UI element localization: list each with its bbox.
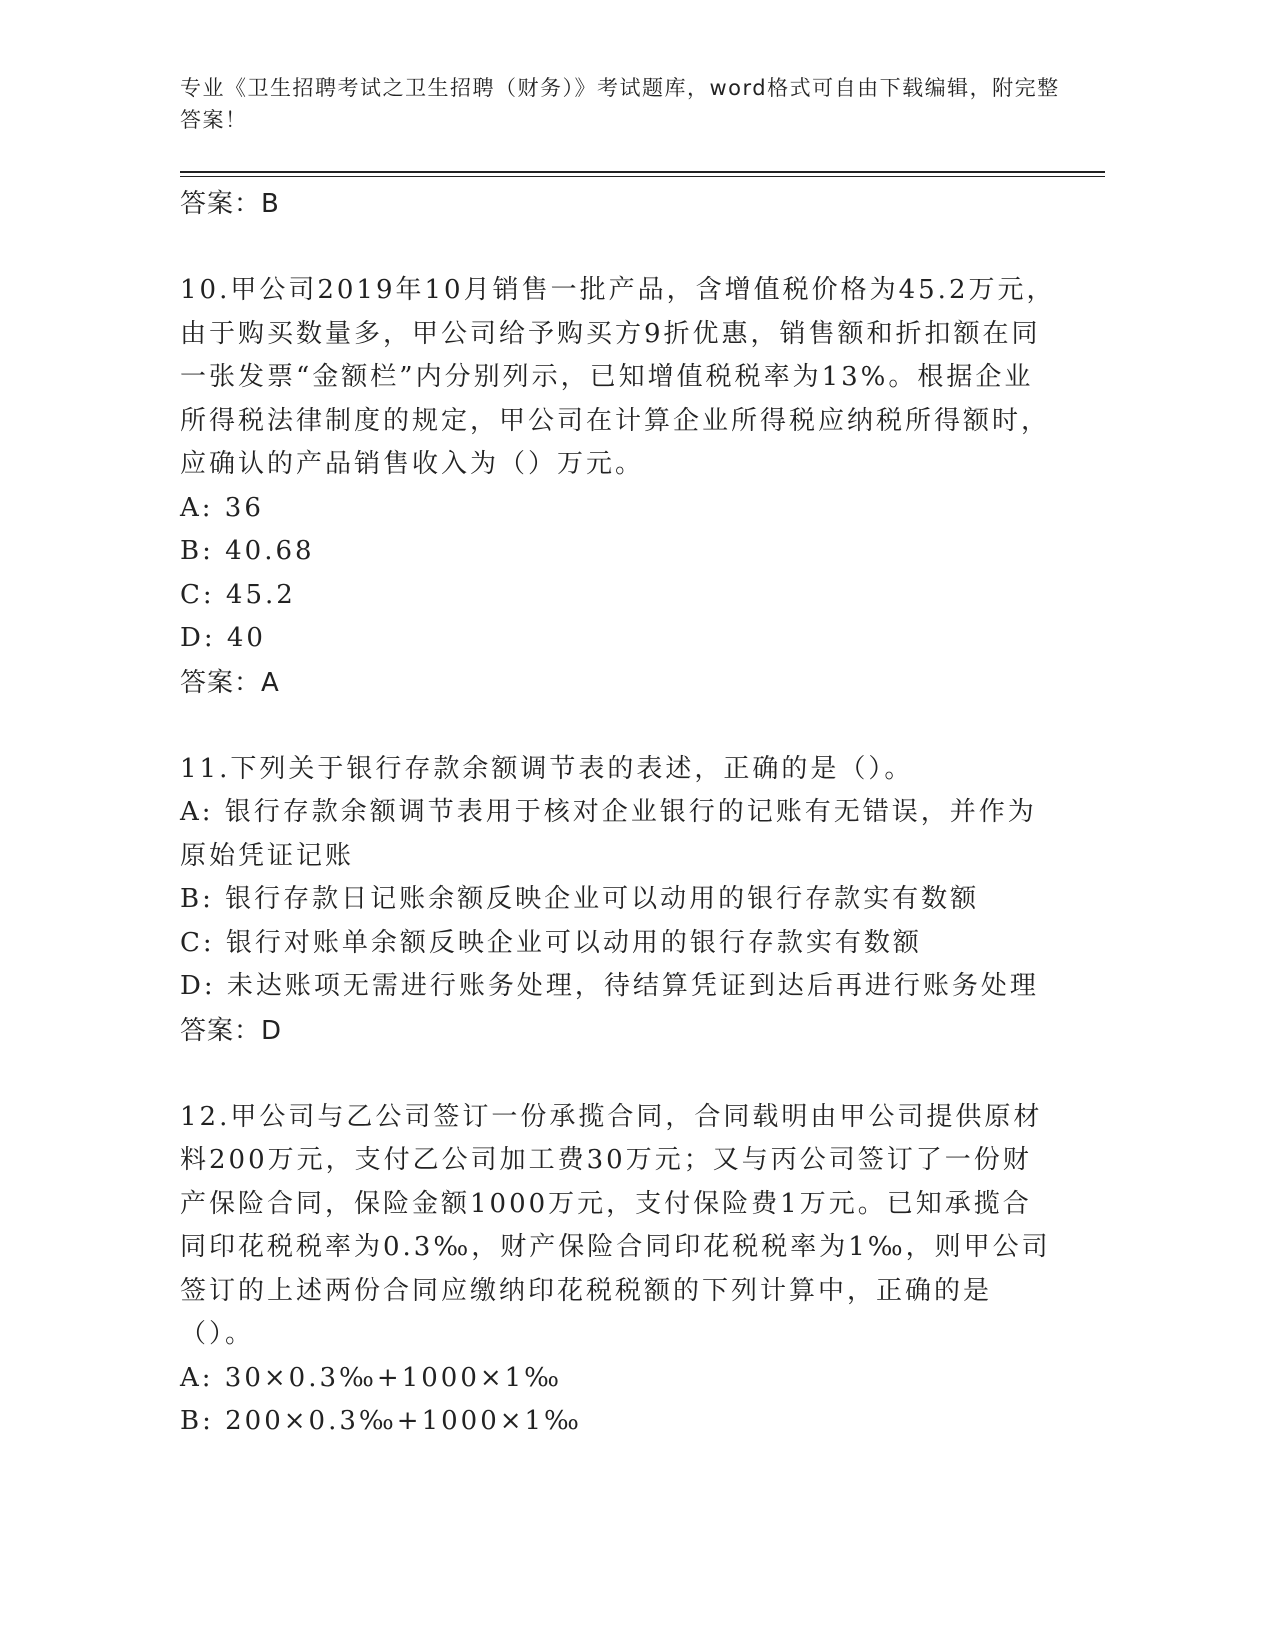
question-11 [180, 748, 1060, 1053]
header-divider-thin [180, 176, 1105, 177]
option-d: D: 未达账项无需进行账务处理，待结算凭证到达后再进行账务处理 [180, 971, 1039, 1001]
option-a: A: 30×0.3‰+1000×1‰ [180, 1362, 563, 1393]
option-b: B: 200×0.3‰+1000×1‰ [180, 1406, 582, 1436]
option-d: D: 40 [180, 623, 266, 653]
header-divider-thick [180, 171, 1105, 173]
question-stem: 12.甲公司与乙公司签订一份承揽合同，合同载明由甲公司提供原材料200万元，支付乙公司加工费30万元；又与丙公司签订了一份财产保险合同，保险金额1000万元，支付保险费1万元。已知承揽合同印花税税率为0.3‰，财产保险合同印花税税率为1‰，则甲公司签订的上述两份合同应缴纳印花税税额的下列计算中，正确的是（）。 [180, 1101, 1051, 1349]
question-10 [180, 269, 1060, 705]
question-stem: 11.下列关于银行存款余额调节表的表述，正确的是（）。 [180, 753, 914, 784]
question-stem: 10.甲公司2019年10月销售一批产品，含增值税价格为45.2万元，由于购买数量多，甲公司给予购买方9折优惠，销售额和折扣额在同一张发票“金额栏”内分别列示，已知增值税税率为13%。根据企业所得税法律制度的规定，甲公司在计算企业所得税应纳税所得额时，应确认的产品销售收入为（）万元。 [180, 275, 1056, 479]
answer-label: 答案：A [180, 667, 280, 698]
option-c: C: 45.2 [180, 579, 296, 610]
option-a: A: 36 [180, 492, 264, 523]
option-b: B: 40.68 [180, 536, 315, 566]
page-header: 专业《卫生招聘考试之卫生招聘（财务）》考试题库，word格式可自由下载编辑，附完整答案！ [180, 76, 1060, 132]
option-c: C: 银行对账单余额反映企业可以动用的银行存款实有数额 [180, 927, 922, 958]
answer-label: 答案：D [180, 1015, 283, 1046]
answer-label: 答案：B [180, 189, 280, 219]
question-12 [180, 1096, 1060, 1444]
option-a: A: 银行存款余额调节表用于核对企业银行的记账有无错误，并作为原始凭证记账 [180, 797, 1037, 871]
option-b: B: 银行存款日记账余额反映企业可以动用的银行存款实有数额 [180, 884, 980, 914]
question-content [180, 182, 1060, 1444]
